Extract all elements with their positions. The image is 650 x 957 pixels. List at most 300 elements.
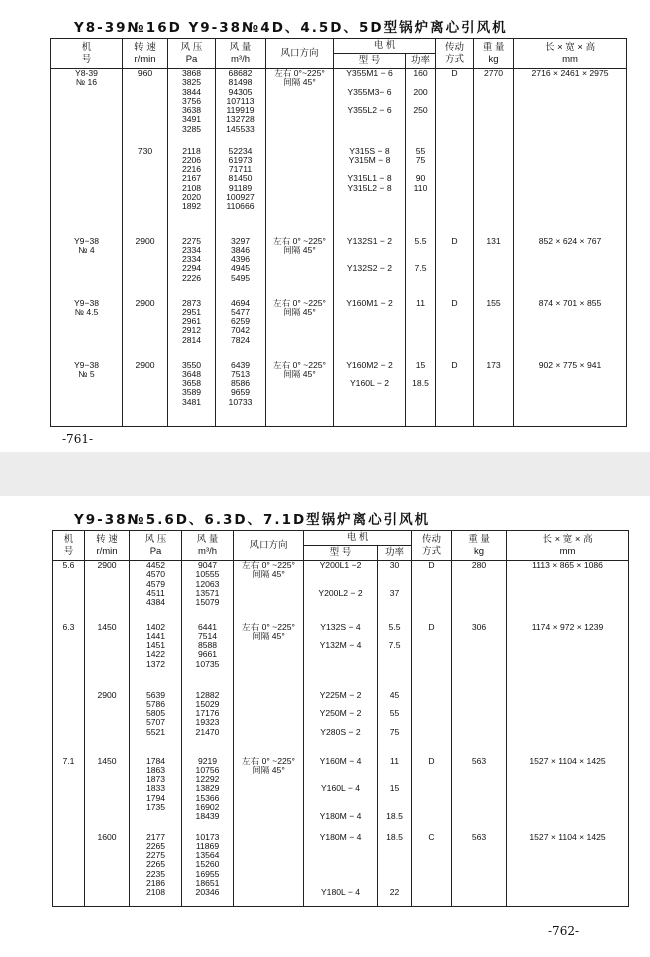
flow-line: 19323 (195, 717, 220, 728)
motor-power-cell (378, 833, 412, 907)
flow-line: 7513 (230, 368, 251, 379)
motor-power-line: 200 (413, 86, 428, 97)
motor-model-line (306, 570, 375, 579)
flow-line: 6441 (197, 622, 218, 632)
table-row (53, 757, 629, 833)
motor-power-line: 160 (413, 68, 428, 78)
pressure-line: 4384 (145, 597, 166, 608)
motor-power-line: 250 (413, 105, 428, 116)
pressure-line: 3481 (181, 396, 202, 407)
dimensions-cell: 902 × 775 × 941 (514, 361, 627, 427)
pressure-line: 3638 (181, 105, 202, 116)
flow-line: 16955 (195, 868, 220, 879)
col-header-speed: 转 速 r/min (85, 531, 130, 561)
document-page-761 (0, 0, 650, 452)
drive-cell: D (412, 561, 452, 623)
model-line: № 5 (78, 368, 95, 379)
flow-line: 81498 (228, 77, 253, 88)
dimensions-cell: 1527 × 1104 × 1425 (507, 757, 629, 833)
direction-cell (234, 833, 304, 907)
motor-power-line (380, 842, 409, 851)
motor-power-line: 45 (389, 690, 400, 700)
model-cell (53, 833, 85, 907)
dimensions-cell: 1113 × 865 × 1086 (507, 561, 629, 623)
col-header-motor-power: 功率 (406, 54, 436, 69)
motor-model-cell (304, 561, 378, 623)
pressure-line: 3844 (181, 86, 202, 97)
motor-power-line: 110 (413, 182, 428, 193)
motor-model-line (336, 246, 403, 255)
pressure-line: 2206 (181, 154, 202, 165)
direction-line: 左右 0° ~225° (273, 298, 326, 308)
direction-line: 左右 0° ~225° (273, 360, 326, 370)
table-row (51, 361, 627, 427)
speed-cell: 960 (123, 69, 168, 147)
page-title: Y9-38№5.6D、6.3D、7.1D型锅炉离心引风机 (74, 512, 431, 528)
pressure-line: 2334 (181, 254, 202, 265)
motor-model-line: Y160M − 4 (319, 756, 362, 766)
direction-cell (266, 237, 334, 299)
direction-line: 左右 0° ~225° (242, 622, 295, 632)
flow-line: 107113 (226, 95, 255, 106)
flow-line: 18651 (195, 877, 220, 888)
flow-cell (182, 757, 234, 833)
motor-model-line: Y200L2 − 2 (318, 587, 363, 598)
page-title: Y8-39№16D Y9-38№4D、4.5D、5D型锅炉离心引风机 (74, 20, 508, 36)
motor-power-cell (378, 561, 412, 623)
model-cell (51, 361, 123, 427)
pressure-cell (168, 361, 216, 427)
direction-cell (234, 623, 304, 691)
model-line: Y9−38 (73, 236, 100, 246)
pressure-line: 1402 (145, 622, 166, 632)
pressure-line: 2951 (181, 306, 202, 317)
direction-line: 左右 0° ~225° (273, 236, 326, 246)
motor-power-cell (406, 69, 436, 147)
motor-model-line: Y200L1 −2 (319, 560, 362, 570)
weight-cell: 2770 (474, 69, 514, 147)
motor-power-line (380, 870, 409, 879)
motor-model-cell (304, 757, 378, 833)
motor-model-line (306, 794, 375, 803)
pressure-line: 3491 (181, 114, 202, 125)
motor-power-line (380, 570, 409, 579)
pressure-line: 3648 (181, 368, 202, 379)
direction-cell (266, 361, 334, 427)
dimensions-cell: 1527 × 1104 × 1425 (507, 833, 629, 907)
flow-line: 119919 (226, 105, 255, 116)
speed-cell: 2900 (85, 561, 130, 623)
direction-line: 左右 0° ~225° (242, 756, 295, 766)
pressure-line: 1451 (145, 640, 166, 651)
pressure-cell (130, 623, 182, 691)
model-line: 7.1 (62, 756, 75, 766)
motor-model-line: Y355L2 − 6 (347, 105, 392, 116)
pressure-cell (168, 237, 216, 299)
flow-line: 100927 (226, 191, 255, 202)
flow-line: 10173 (195, 832, 220, 842)
flow-line: 21470 (195, 726, 220, 737)
motor-model-line: Y250M − 2 (319, 708, 362, 719)
flow-line: 52234 (228, 146, 253, 156)
model-cell (51, 147, 123, 237)
drive-cell (412, 691, 452, 757)
motor-power-line: 55 (389, 708, 400, 719)
motor-model-line: Y160L − 4 (320, 783, 361, 794)
pressure-cell (168, 147, 216, 237)
motor-power-line (380, 860, 409, 869)
motor-power-line: 15 (415, 360, 426, 370)
pressure-cell (130, 561, 182, 623)
flow-cell (216, 147, 266, 237)
pressure-line: 2814 (181, 334, 202, 345)
direction-line: 间隔 45° (283, 244, 316, 255)
page-number: -761- (62, 432, 94, 446)
pressure-line: 2020 (181, 191, 202, 202)
pressure-line: 2265 (145, 840, 166, 851)
motor-power-cell (378, 623, 412, 691)
pressure-line: 2108 (145, 887, 166, 898)
flow-line: 11869 (195, 840, 220, 851)
direction-cell (234, 757, 304, 833)
table-row (51, 299, 627, 361)
flow-cell (182, 691, 234, 757)
drive-cell: D (436, 361, 474, 427)
motor-model-line: Y132S − 4 (320, 622, 361, 632)
col-header-motor: 电 机 (334, 39, 436, 54)
table-row (53, 833, 629, 907)
pressure-line: 2108 (181, 182, 202, 193)
motor-power-line: 55 (415, 146, 426, 156)
direction-line: 左右 0° ~225° (242, 560, 295, 570)
motor-power-line: 90 (415, 173, 426, 184)
document-page-762 (0, 496, 650, 957)
flow-line: 9659 (230, 387, 251, 398)
motor-power-line: 7.5 (414, 263, 427, 274)
drive-cell: D (436, 299, 474, 361)
motor-power-line: 15 (389, 783, 400, 794)
table-row (51, 147, 627, 237)
drive-cell: D (436, 69, 474, 147)
col-header-motor-power: 功率 (378, 546, 412, 561)
speed-cell: 2900 (123, 299, 168, 361)
flow-line: 81450 (228, 173, 253, 184)
motor-model-line (306, 851, 375, 860)
fan-spec-table (52, 530, 629, 907)
model-cell (53, 691, 85, 757)
motor-power-line: 30 (389, 560, 400, 570)
flow-line: 8586 (230, 378, 251, 389)
weight-cell: 563 (452, 833, 507, 907)
motor-power-line: 18.5 (386, 832, 403, 842)
pressure-line: 2265 (145, 859, 166, 870)
pressure-line: 1441 (145, 630, 166, 641)
dimensions-cell: 852 × 624 × 767 (514, 237, 627, 299)
motor-model-cell (334, 361, 406, 427)
pressure-line: 3285 (181, 123, 202, 134)
motor-model-line: Y355M3− 6 (347, 86, 392, 97)
pressure-line: 5639 (145, 690, 166, 700)
motor-model-line: Y132S1 − 2 (346, 236, 393, 246)
flow-line: 10735 (195, 658, 220, 669)
col-header-motor-model: 型 号 (334, 54, 406, 69)
direction-line: 间隔 45° (252, 764, 285, 775)
motor-model-line: Y132S2 − 2 (346, 263, 393, 274)
col-header-motor-model: 型 号 (304, 546, 378, 561)
page-separator (0, 452, 650, 496)
pressure-line: 2235 (145, 868, 166, 879)
speed-cell: 730 (123, 147, 168, 237)
pressure-line: 1863 (145, 764, 166, 775)
flow-line: 16902 (195, 801, 220, 812)
direction-line: 左右 0°~225° (274, 68, 325, 78)
model-cell (53, 623, 85, 691)
motor-model-line: Y180L − 4 (320, 887, 361, 898)
flow-line: 15366 (195, 792, 220, 803)
motor-power-line: 5.5 (388, 622, 401, 632)
weight-cell (452, 691, 507, 757)
motor-model-line: Y180M − 4 (319, 811, 362, 822)
speed-cell: 1600 (85, 833, 130, 907)
flow-line: 8588 (197, 640, 218, 651)
flow-line: 68682 (228, 68, 253, 78)
flow-line: 7824 (230, 334, 251, 345)
weight-cell: 155 (474, 299, 514, 361)
dimensions-cell: 2716 × 2461 × 2975 (514, 69, 627, 147)
flow-line: 7042 (230, 325, 251, 336)
flow-line: 13829 (195, 783, 220, 794)
col-header-pressure: 风 压 Pa (168, 39, 216, 69)
model-line: Y8-39 (75, 68, 98, 78)
motor-model-line: Y315M − 8 (348, 154, 391, 165)
dimensions-cell (514, 147, 627, 237)
weight-cell: 131 (474, 237, 514, 299)
motor-model-line: Y315L1 − 8 (347, 173, 392, 184)
flow-line: 4396 (230, 254, 251, 265)
pressure-line: 2186 (145, 877, 166, 888)
flow-line: 18439 (195, 811, 220, 822)
pressure-line: 2275 (181, 236, 202, 246)
pressure-line: 1794 (145, 792, 166, 803)
pressure-line: 3825 (181, 77, 202, 88)
col-header-flow: 风 量 m³/h (182, 531, 234, 561)
col-header-weight: 重 量 kg (452, 531, 507, 561)
motor-power-cell (406, 147, 436, 237)
motor-power-line: 11 (416, 298, 425, 308)
col-header-dimensions: 长 × 宽 × 高 mm (514, 39, 627, 69)
dimensions-cell: 874 × 701 × 855 (514, 299, 627, 361)
motor-power-line: 75 (415, 154, 426, 165)
speed-cell: 2900 (85, 691, 130, 757)
pressure-line: 1422 (145, 649, 166, 660)
pressure-line: 2226 (181, 272, 202, 283)
motor-model-cell (334, 299, 406, 361)
pressure-cell (130, 691, 182, 757)
pressure-line: 1735 (145, 801, 166, 812)
pressure-line: 2167 (181, 173, 202, 184)
flow-line: 13564 (195, 850, 220, 861)
flow-cell (216, 237, 266, 299)
direction-line: 间隔 45° (252, 630, 285, 641)
flow-line: 17176 (195, 708, 220, 719)
motor-model-line (306, 870, 375, 879)
col-header-model: 机 号 (53, 531, 85, 561)
motor-model-line (306, 860, 375, 869)
flow-line: 12292 (195, 774, 220, 785)
motor-model-cell (304, 691, 378, 757)
flow-line: 132728 (226, 114, 255, 125)
motor-power-cell (378, 691, 412, 757)
flow-line: 6259 (230, 316, 251, 327)
motor-power-cell (378, 757, 412, 833)
flow-line: 10555 (195, 569, 220, 580)
pressure-cell (130, 833, 182, 907)
speed-cell: 2900 (123, 237, 168, 299)
col-header-pressure: 风 压 Pa (130, 531, 182, 561)
direction-line: 间隔 45° (283, 77, 316, 88)
flow-line: 13571 (195, 587, 220, 598)
direction-line: 间隔 45° (283, 368, 316, 379)
pressure-line: 4579 (145, 578, 166, 589)
drive-cell: D (412, 623, 452, 691)
motor-model-cell (334, 147, 406, 237)
motor-model-line (306, 766, 375, 775)
pressure-line: 5707 (145, 717, 166, 728)
flow-line: 71711 (228, 164, 253, 175)
model-line: № 4 (78, 244, 95, 255)
motor-power-cell (406, 237, 436, 299)
flow-line: 145533 (226, 123, 255, 134)
flow-line: 15079 (195, 597, 220, 608)
flow-line: 4694 (230, 298, 251, 308)
motor-model-line: Y315L2 − 8 (347, 182, 392, 193)
pressure-line: 1833 (145, 783, 166, 794)
weight-cell: 173 (474, 361, 514, 427)
flow-line: 7514 (197, 630, 218, 641)
pressure-line: 1873 (145, 774, 166, 785)
pressure-line: 4511 (146, 587, 165, 598)
pressure-line: 3756 (181, 95, 202, 106)
col-header-drive: 传动 方式 (436, 39, 474, 69)
drive-cell: D (436, 237, 474, 299)
pressure-line: 3658 (181, 378, 202, 389)
motor-power-line (380, 766, 409, 775)
flow-line: 3297 (230, 236, 251, 246)
pressure-cell (168, 299, 216, 361)
pressure-line: 2275 (145, 850, 166, 861)
motor-power-line: 37 (389, 587, 400, 598)
flow-line: 91189 (228, 182, 253, 193)
motor-model-line: Y132M − 4 (319, 640, 362, 651)
flow-line: 15029 (195, 698, 220, 709)
pressure-line: 2912 (181, 325, 202, 336)
direction-cell (266, 147, 334, 237)
motor-power-line: 5.5 (414, 236, 427, 246)
motor-power-line (380, 851, 409, 860)
motor-model-line: Y160M2 − 2 (346, 360, 393, 370)
col-header-direction: 风口方向 (266, 39, 334, 69)
motor-model-cell (334, 69, 406, 147)
motor-power-line (380, 794, 409, 803)
pressure-line: 2294 (181, 263, 202, 274)
fan-spec-table (50, 38, 627, 427)
motor-model-line: Y160L − 2 (349, 378, 390, 389)
motor-power-line: 11 (390, 756, 399, 766)
motor-model-cell (334, 237, 406, 299)
pressure-line: 1784 (145, 756, 166, 766)
motor-power-cell (406, 361, 436, 427)
flow-line: 10756 (195, 764, 220, 775)
col-header-model: 机 号 (51, 39, 123, 69)
pressure-line: 2177 (145, 832, 166, 842)
pressure-line: 1372 (145, 658, 166, 669)
table-row (53, 691, 629, 757)
model-cell (53, 757, 85, 833)
pressure-line: 3868 (181, 68, 202, 78)
col-header-drive: 传动 方式 (412, 531, 452, 561)
table-body (51, 69, 627, 427)
weight-cell (474, 147, 514, 237)
table-row (53, 623, 629, 691)
speed-cell: 1450 (85, 757, 130, 833)
model-line: № 16 (75, 77, 98, 88)
pressure-cell (168, 69, 216, 147)
flow-cell (216, 69, 266, 147)
motor-model-line: Y225M − 2 (319, 690, 362, 700)
model-line: 6.3 (62, 622, 75, 632)
col-header-speed: 转 速 r/min (123, 39, 168, 69)
dimensions-cell: 1174 × 972 × 1239 (507, 623, 629, 691)
motor-model-line: Y315S − 8 (349, 146, 390, 156)
motor-power-line (408, 246, 433, 255)
flow-line: 3846 (230, 244, 251, 255)
model-line: Y9−38 (73, 298, 100, 308)
col-header-weight: 重 量 kg (474, 39, 514, 69)
col-header-dimensions: 长 × 宽 × 高 mm (507, 531, 629, 561)
pressure-line: 4452 (145, 560, 166, 570)
flow-cell (182, 833, 234, 907)
motor-power-line: 7.5 (388, 640, 401, 651)
pressure-line: 1892 (181, 201, 202, 212)
model-cell (51, 69, 123, 147)
model-line: № 4.5 (74, 306, 99, 317)
motor-model-cell (304, 623, 378, 691)
flow-line: 12882 (195, 690, 220, 700)
model-cell (51, 237, 123, 299)
flow-line: 5495 (230, 272, 251, 283)
flow-line: 4945 (230, 263, 251, 274)
weight-cell: 280 (452, 561, 507, 623)
direction-line: 间隔 45° (283, 306, 316, 317)
motor-power-line: 18.5 (412, 378, 429, 389)
direction-cell (266, 299, 334, 361)
weight-cell: 306 (452, 623, 507, 691)
flow-line: 9047 (197, 560, 218, 570)
flow-cell (182, 561, 234, 623)
table-row (53, 561, 629, 623)
flow-line: 110666 (226, 201, 255, 212)
weight-cell: 563 (452, 757, 507, 833)
speed-cell: 1450 (85, 623, 130, 691)
model-line: Y9−38 (73, 360, 100, 370)
flow-line: 6439 (230, 360, 251, 370)
motor-power-line: 75 (389, 726, 400, 737)
flow-line: 15260 (195, 859, 220, 870)
direction-cell (266, 69, 334, 147)
flow-line: 12063 (195, 578, 220, 589)
motor-model-line: Y180M − 4 (319, 832, 362, 842)
motor-power-cell (406, 299, 436, 361)
